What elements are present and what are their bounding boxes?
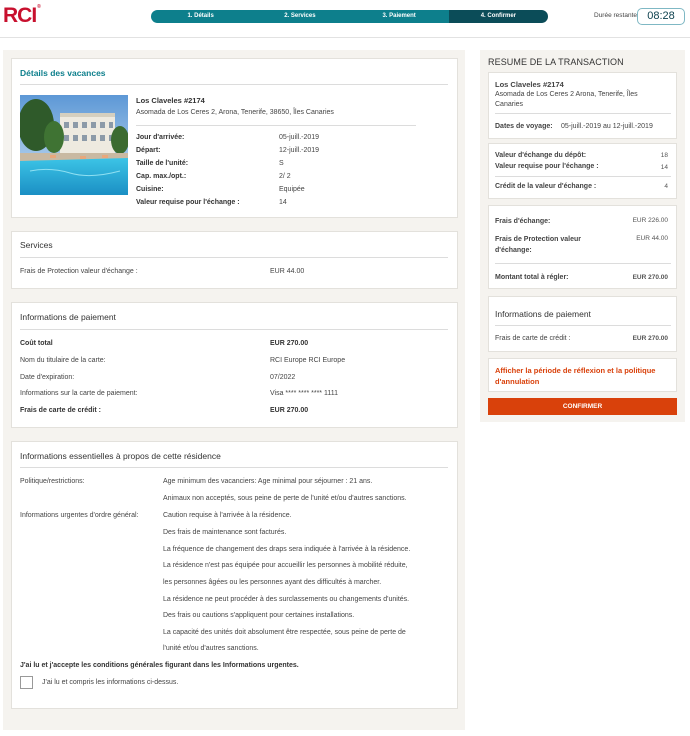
resort-address: Asomada de Los Ceres 2, Arona, Tenerife, 38650, Îles Canaries [136, 109, 334, 116]
urgent-line: les personnes âgées ou les personnes ayant des difficultés à marcher. [163, 579, 382, 586]
urgent-line: l'unité et/ou d'autres sanctions. [163, 645, 259, 652]
payment-value: 07/2022 [270, 374, 296, 381]
divider [495, 325, 671, 326]
resort-info-card [11, 441, 458, 709]
payment-value: EUR 270.00 [270, 340, 309, 347]
detail-label: Jour d'arrivée: [136, 134, 185, 141]
summary-address-line1: Asomada de Los Ceres 2 Arona, Tenerife, Îles [495, 91, 638, 98]
detail-label: Départ: [136, 147, 161, 154]
detail-value: 14 [279, 199, 287, 206]
detail-value: Equipée [279, 186, 305, 193]
payment-value: Visa **** **** **** 1111 [270, 390, 338, 397]
detail-value: S [279, 160, 284, 167]
urgent-line: Des frais ou cautions s'appliquent pour certaines installations. [163, 612, 355, 619]
summary-title: RESUME DE LA TRANSACTION [488, 57, 624, 67]
step-confirm: 4. Confirmer [449, 10, 548, 23]
summary-address-line2: Canaries [495, 101, 524, 108]
summary-travel-value: 05-juill.-2019 au 12-juill.-2019 [561, 123, 653, 130]
detail-value: 2/ 2 [279, 173, 291, 180]
summary-payment-title: Informations de paiement [495, 309, 591, 319]
services-title: Services [20, 240, 53, 250]
payment-label: Nom du titulaire de la carte: [20, 357, 106, 364]
urgent-line: La capacité des unités doit absolument être respectée, sous peine de perte de [163, 629, 406, 636]
main-panel [3, 50, 465, 730]
resort-photo [20, 95, 128, 195]
summary-payment-card [488, 296, 677, 352]
resort-photo-image [20, 95, 128, 195]
step-services: 2. Services [250, 10, 349, 23]
required-label: Valeur requise pour l'échange : [495, 163, 599, 170]
divider [20, 467, 448, 468]
services-value: EUR 44.00 [270, 268, 305, 275]
urgent-line: Caution requise à l'arrivée à la résidence. [163, 512, 292, 519]
divider [495, 113, 671, 114]
divider [136, 125, 416, 126]
timer-value: 08:28 [637, 8, 685, 25]
fee-value: EUR 226.00 [632, 217, 668, 224]
deposit-label: Valeur d'échange du dépôt: [495, 152, 587, 159]
deposit-value: 18 [660, 152, 668, 159]
urgent-line: La résidence n'est pas équipée pour accueillir les personnes à mobilité réduite, [163, 562, 408, 569]
summary-fees-card [488, 205, 677, 289]
detail-value: 05-juill.-2019 [279, 134, 320, 141]
confirm-button[interactable]: CONFIRMER [488, 398, 677, 415]
urgent-line: Des frais de maintenance sont facturés. [163, 529, 287, 536]
vacation-details-card [11, 58, 458, 218]
card-fee-label: Frais de carte de crédit : [495, 335, 571, 342]
detail-label: Valeur requise pour l'échange : [136, 199, 240, 206]
payment-title: Informations de paiement [20, 312, 116, 322]
divider [20, 84, 448, 85]
summary-travel-label: Dates de voyage: [495, 123, 553, 130]
detail-value: 12-juill.-2019 [279, 147, 320, 154]
detail-label: Cuisine: [136, 186, 164, 193]
step-details: 1. Détails [151, 10, 250, 23]
resort-name: Los Claveles #2174 [136, 96, 205, 105]
services-card [11, 231, 458, 289]
policy-line: Age minimum des vacanciers: Age minimal pour séjourner : 21 ans. [163, 478, 373, 485]
transaction-summary [480, 50, 685, 422]
payment-label: Date d'expiration: [20, 374, 75, 381]
credit-value: 4 [664, 183, 668, 190]
total-value: EUR 270.00 [632, 274, 668, 281]
accept-checkbox[interactable] [20, 676, 33, 689]
total-label: Montant total à régler: [495, 274, 569, 281]
required-value: 14 [660, 164, 668, 171]
payment-value: EUR 270.00 [270, 407, 309, 414]
resort-info-title: Informations essentielles à propos de cette résidence [20, 451, 221, 461]
protection-label: Frais de Protection valeur [495, 236, 581, 243]
policy-label: Politique/restrictions: [20, 478, 85, 485]
protection-label-cont: d'échange: [495, 247, 532, 254]
payment-label: Coût total [20, 340, 53, 347]
divider [20, 329, 448, 330]
payment-label: Frais de carte de crédit : [20, 407, 101, 414]
card-fee-value: EUR 270.00 [632, 335, 668, 342]
accept-checkbox-label[interactable]: J'ai lu et compris les informations ci-dessus. [42, 679, 179, 686]
accept-terms-text: J'ai lu et j'accepte les conditions générales figurant dans les Informations urgentes. [20, 662, 299, 669]
detail-label: Taille de l'unité: [136, 160, 189, 167]
divider [495, 263, 671, 264]
detail-label: Cap. max./opt.: [136, 173, 187, 180]
payment-label: Informations sur la carte de paiement: [20, 390, 138, 397]
summary-resort-name: Los Claveles #2174 [495, 80, 564, 89]
fee-label: Frais d'échange: [495, 218, 551, 225]
progress-steps [151, 10, 548, 23]
credit-label: Crédit de la valeur d'échange : [495, 183, 597, 190]
urgent-line: La résidence ne peut procéder à des surclassements ou changements d'unités. [163, 596, 410, 603]
divider [495, 176, 671, 177]
urgent-label: Informations urgentes d'ordre général: [20, 512, 139, 519]
rci-logo[interactable]: RCI® [3, 4, 41, 27]
vacation-details-title: Détails des vacances [20, 68, 106, 78]
summary-cancel-card [488, 358, 677, 392]
services-label: Frais de Protection valeur d'échange : [20, 268, 138, 275]
protection-value: EUR 44.00 [636, 235, 668, 242]
summary-exchange-card [488, 143, 677, 199]
summary-resort-card [488, 72, 677, 139]
payment-card [11, 302, 458, 428]
cancellation-policy-link[interactable]: Afficher la période de réflexion et la politique d'annulation [495, 366, 656, 386]
divider [20, 257, 448, 258]
policy-line: Animaux non acceptés, sous peine de perte de l'unité et/ou d'autres sanctions. [163, 495, 407, 502]
payment-value: RCI Europe RCI Europe [270, 357, 346, 364]
step-payment: 3. Paiement [350, 10, 449, 23]
header [0, 0, 690, 38]
timer-label: Durée restante [594, 12, 637, 19]
urgent-line: La fréquence de changement des draps sera indiquée à l'arrivée à la résidence. [163, 546, 411, 553]
